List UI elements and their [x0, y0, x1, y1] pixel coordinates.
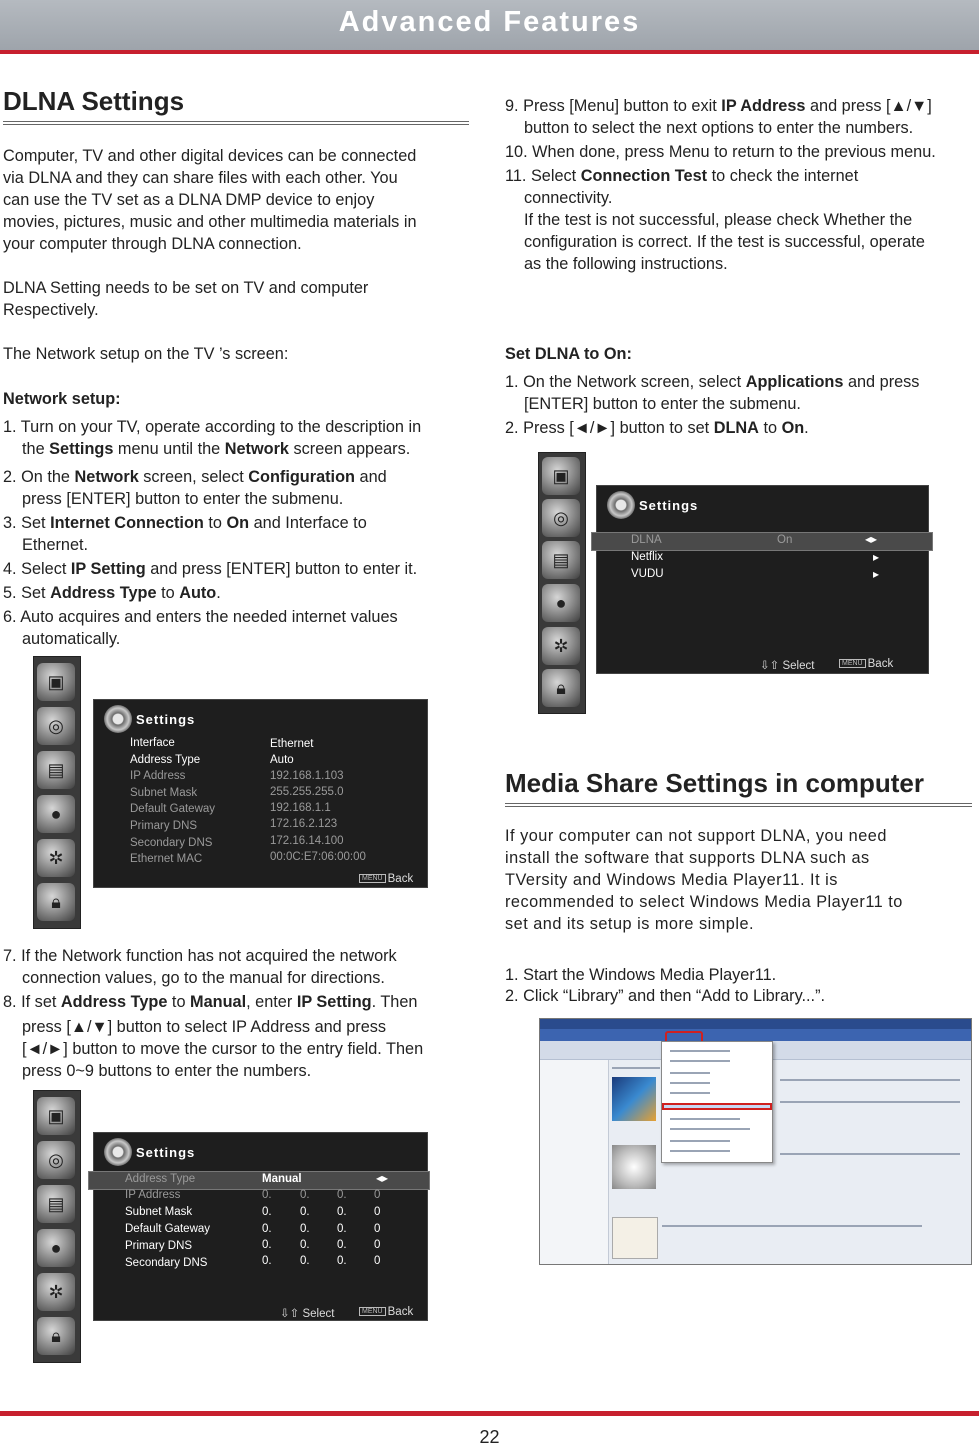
octet[interactable]: 0.	[262, 1223, 272, 1235]
select-hint	[280, 1306, 334, 1320]
text: and press [ENTER] button to enter it.	[145, 560, 418, 578]
heading-rule	[505, 803, 972, 807]
back-hint	[359, 1306, 413, 1318]
text-bold: On	[781, 419, 805, 437]
text: 8. If set	[3, 993, 61, 1011]
panel-title: Settings	[136, 1145, 196, 1160]
octet[interactable]: 0.	[337, 1255, 347, 1267]
back-label: Back	[387, 873, 414, 885]
dlna-value[interactable]: On	[777, 534, 793, 546]
tv-side-menu	[538, 452, 586, 714]
text-bold: Settings	[49, 440, 114, 458]
text-bold: Address Type	[50, 584, 157, 602]
step-1	[3, 416, 473, 460]
media-line: If your computer can not support DLNA, you need	[505, 827, 887, 845]
heading-rule	[3, 121, 469, 125]
text: to	[758, 419, 782, 437]
step-text: 6. Auto acquires and enters the needed internet values	[3, 608, 398, 626]
octet[interactable]: 0.	[300, 1239, 310, 1251]
network-icon: ●	[542, 584, 580, 622]
intro-line: Computer, TV and other digital devices can be connected	[3, 147, 417, 165]
step-text: 1. Turn on your TV, operate according to the description in	[3, 418, 422, 436]
text-bold: Internet Connection	[50, 514, 204, 532]
octet[interactable]: 0.	[262, 1206, 272, 1218]
menu-label: IP Address	[130, 770, 186, 782]
step-8	[3, 991, 478, 1082]
step-text: If the test is not successful, please check Whether the	[524, 211, 913, 229]
menu-value: 192.168.1.103	[270, 770, 344, 782]
octet[interactable]: 0.	[262, 1239, 272, 1251]
media-line: recommended to select Windows Media Player11 to	[505, 893, 903, 911]
step-text: press [ENTER] button to enter the submenu.	[22, 490, 344, 508]
menu-line	[670, 1050, 730, 1052]
page-header	[0, 0, 979, 54]
step-10: 10. When done, press Menu to return to the previous menu.	[505, 143, 936, 161]
settings-panel-applications	[596, 485, 929, 674]
step-text: press 0~9 buttons to enter the numbers.	[22, 1062, 312, 1080]
needs-line: DLNA Setting needs to be set on TV and computer	[3, 279, 369, 297]
wmp-library-tree	[540, 1060, 609, 1264]
menu-label: Address Type	[130, 754, 201, 766]
step-6	[3, 606, 473, 650]
text: 9. Press [Menu] button to exit	[505, 97, 722, 115]
list-line	[780, 1153, 960, 1155]
text-bold: IP Setting	[296, 993, 372, 1011]
tv-side-menu	[33, 1090, 81, 1363]
step-text: Ethernet.	[22, 536, 89, 554]
intro-line: via DLNA and they can share files with each other. You	[3, 169, 398, 187]
menu-label: IP Address	[125, 1189, 181, 1201]
chevron-right-icon: ▸	[873, 550, 880, 564]
menu-label: Secondary DNS	[125, 1257, 208, 1269]
menu-label: Interface	[130, 737, 175, 749]
menu-label: Primary DNS	[130, 820, 198, 832]
network-setup-heading: Network setup:	[3, 390, 121, 408]
menu-label: Default Gateway	[125, 1223, 211, 1235]
menu-line	[670, 1118, 740, 1120]
octet[interactable]: 0.	[300, 1223, 310, 1235]
octet[interactable]: 0.	[300, 1255, 310, 1267]
text: to	[156, 584, 180, 602]
up-down-icon: ⇩⇧	[760, 660, 783, 672]
settings-gear-icon: ✲	[542, 627, 580, 665]
text-bold: Manual	[190, 993, 247, 1011]
address-type-value: Manual	[262, 1173, 302, 1185]
dlna-settings-heading: DLNA Settings	[3, 86, 185, 116]
menu-key-icon: MENU	[359, 874, 386, 883]
step-text: connectivity.	[524, 189, 613, 207]
text: 3. Set	[3, 514, 51, 532]
octet[interactable]: 0.	[300, 1189, 310, 1201]
text: and press [▲/▼]	[805, 97, 932, 115]
menu-value: Auto	[270, 754, 294, 766]
page-number: 22	[479, 1427, 500, 1447]
album-thumbnail	[612, 1077, 656, 1121]
up-down-icon: ⇩⇧	[280, 1308, 303, 1320]
text: . Then	[371, 993, 418, 1011]
menu-line	[670, 1140, 730, 1142]
text: and	[354, 468, 387, 486]
channel-icon: ▤	[37, 751, 75, 789]
header-title: Advanced Features	[338, 6, 641, 38]
left-right-arrow-icon[interactable]: ◂▸	[865, 532, 878, 546]
octet[interactable]: 0.	[262, 1255, 272, 1267]
text-bold: IP Address	[721, 97, 806, 115]
settings-gear-icon	[104, 1138, 132, 1166]
needs-paragraph	[3, 277, 473, 321]
step-text: press [▲/▼] button to select IP Address and press	[22, 1018, 387, 1036]
album-thumbnail	[612, 1217, 658, 1259]
left-right-arrow-icon[interactable]: ◂▸	[376, 1171, 389, 1185]
text: menu until the	[113, 440, 225, 458]
text-bold: Address Type	[60, 993, 168, 1011]
text: .	[804, 419, 809, 437]
text-bold: Configuration	[248, 468, 355, 486]
channel-icon: ▤	[542, 541, 580, 579]
list-line	[780, 1079, 960, 1081]
menu-label: Subnet Mask	[130, 787, 198, 799]
menu-value: Ethernet	[270, 738, 314, 750]
step-4	[3, 558, 473, 580]
text: and press	[843, 373, 920, 391]
octet[interactable]: 0	[374, 1255, 381, 1267]
settings-gear-icon	[607, 491, 635, 519]
text: to	[167, 993, 191, 1011]
media-share-heading: Media Share Settings in computer	[505, 768, 924, 798]
octet[interactable]: 0.	[300, 1206, 310, 1218]
menu-value: 172.16.2.123	[270, 818, 338, 830]
step-text: connection values, go to the manual for directions.	[22, 969, 385, 987]
text: 2. Press [◄/►] button to set	[505, 419, 714, 437]
dlna-step-2	[505, 417, 979, 439]
step-text: automatically.	[22, 630, 121, 648]
netflix-item[interactable]: Netflix	[631, 551, 663, 563]
step-text: 7. If the Network function has not acquired the network	[3, 947, 397, 965]
text: .	[216, 584, 221, 602]
wmp-tab-bar	[540, 1029, 971, 1041]
panel-title: Settings	[136, 712, 196, 727]
step-text: as the following instructions.	[524, 255, 728, 273]
media-line: set and its setup is more simple.	[505, 915, 755, 933]
step-text: [ENTER] button to enter the submenu.	[524, 395, 801, 413]
step-2	[3, 466, 473, 510]
step-text	[505, 95, 979, 117]
step-5	[3, 582, 473, 604]
wmp-screenshot	[539, 1018, 972, 1265]
media-paragraph	[505, 825, 979, 935]
octet[interactable]: 0	[374, 1239, 381, 1251]
album-thumbnail	[612, 1145, 656, 1189]
list-line	[662, 1225, 922, 1227]
needs-line: Respectively.	[3, 301, 99, 319]
sound-icon: ◎	[37, 707, 75, 745]
step-text	[3, 466, 473, 488]
panel-title: Settings	[639, 498, 699, 513]
menu-line	[670, 1060, 730, 1062]
text: and Interface to	[249, 514, 367, 532]
text: the	[22, 440, 50, 458]
step-text: configuration is correct. If the test is successful, operate	[524, 233, 925, 251]
intro-paragraph	[3, 145, 473, 255]
text: , enter	[246, 993, 297, 1011]
text: to	[203, 514, 227, 532]
octet[interactable]: 0.	[337, 1206, 347, 1218]
menu-value: 00:0C:E7:06:00:00	[270, 851, 366, 863]
select-label: Select	[302, 1308, 335, 1320]
select-label: Select	[782, 660, 815, 672]
back-label: Back	[867, 658, 894, 670]
text-bold: Connection Test	[580, 167, 708, 185]
channel-icon: ▤	[37, 1185, 75, 1223]
octet[interactable]: 0.	[262, 1189, 272, 1201]
intro-line: your computer through DLNA connection.	[3, 235, 302, 253]
media-step-2: 2. Click “Library” and then “Add to Library...”.	[505, 987, 826, 1005]
picture-icon: ▣	[37, 1097, 75, 1135]
menu-key-icon: MENU	[839, 659, 866, 668]
text: 2. On the	[3, 468, 75, 486]
text-bold: Applications	[745, 373, 844, 391]
vudu-item[interactable]: VUDU	[631, 568, 664, 580]
media-step-1: 1. Start the Windows Media Player11.	[505, 966, 777, 984]
step-7	[3, 945, 473, 989]
menu-label: Primary DNS	[125, 1240, 193, 1252]
back-hint	[359, 873, 413, 885]
wmp-title-bar	[540, 1019, 971, 1029]
step-3	[3, 512, 473, 556]
menu-value: 172.16.14.100	[270, 835, 344, 847]
library-context-menu[interactable]	[661, 1041, 773, 1163]
network-icon: ●	[37, 795, 75, 833]
text: 4. Select	[3, 560, 71, 578]
text: screen, select	[138, 468, 249, 486]
menu-key-icon: MENU	[359, 1307, 386, 1316]
picture-icon: ▣	[37, 663, 75, 701]
select-hint	[760, 658, 814, 672]
step-text: [◄/►] button to move the cursor to the entry field. Then	[22, 1040, 424, 1058]
step-text: button to select the next options to enter the numbers.	[524, 119, 914, 137]
lock-icon: 🔒︎	[37, 883, 75, 921]
menu-line	[670, 1092, 710, 1094]
settings-gear-icon: ✲	[37, 1273, 75, 1311]
back-hint	[839, 658, 893, 670]
settings-gear-icon	[104, 705, 132, 733]
settings-panel-auto	[93, 699, 428, 888]
text: 5. Set	[3, 584, 51, 602]
step-text	[505, 165, 979, 187]
media-line: install the software that supports DLNA such as	[505, 849, 870, 867]
dlna-label[interactable]: DLNA	[631, 534, 662, 546]
menu-value: 192.168.1.1	[270, 802, 331, 814]
menu-label: Address Type	[125, 1173, 196, 1185]
media-line: TVersity and Windows Media Player11. It is	[505, 871, 838, 889]
step-text	[505, 371, 979, 393]
menu-line	[670, 1150, 730, 1152]
list-line	[612, 1067, 660, 1069]
sound-icon: ◎	[37, 1141, 75, 1179]
picture-icon: ▣	[542, 457, 580, 495]
text: to check the internet	[707, 167, 859, 185]
step-11	[505, 165, 979, 275]
text-bold: DLNA	[713, 419, 759, 437]
step-text	[3, 512, 473, 534]
menu-line	[670, 1072, 710, 1074]
octet[interactable]: 0	[374, 1189, 381, 1201]
octet[interactable]: 0	[374, 1223, 381, 1235]
step-text	[3, 991, 478, 1013]
menu-label: Subnet Mask	[125, 1206, 193, 1218]
add-to-library-item[interactable]	[662, 1103, 772, 1110]
sound-icon: ◎	[542, 499, 580, 537]
intro-line: can use the TV set as a DLNA DMP device to enjoy	[3, 191, 375, 209]
octet[interactable]: 0.	[337, 1223, 347, 1235]
footer-rule	[0, 1411, 979, 1416]
step-text	[3, 438, 473, 460]
text: 11. Select	[505, 167, 581, 185]
octet[interactable]: 0.	[337, 1239, 347, 1251]
text-bold: Network	[224, 440, 289, 458]
network-screen-text: The Network setup on the TV ’s screen:	[3, 345, 289, 363]
octet[interactable]: 0.	[337, 1189, 347, 1201]
menu-label: Default Gateway	[130, 803, 216, 815]
back-label: Back	[387, 1306, 414, 1318]
text: 1. On the Network screen, select	[505, 373, 746, 391]
text-bold: On	[226, 514, 250, 532]
menu-value: 255.255.255.0	[270, 786, 344, 798]
menu-line	[670, 1128, 750, 1130]
list-line	[780, 1101, 960, 1103]
text-bold: Network	[74, 468, 139, 486]
settings-gear-icon: ✲	[37, 839, 75, 877]
lock-icon: 🔒︎	[37, 1317, 75, 1355]
set-dlna-heading: Set DLNA to On:	[505, 345, 632, 363]
settings-panel-manual	[93, 1132, 428, 1321]
octet[interactable]: 0	[374, 1206, 381, 1218]
text: screen appears.	[288, 440, 411, 458]
menu-label: Secondary DNS	[130, 837, 213, 849]
chevron-right-icon: ▸	[873, 567, 880, 581]
menu-label: Ethernet MAC	[130, 853, 203, 865]
network-icon: ●	[37, 1229, 75, 1267]
text-bold: IP Setting	[70, 560, 146, 578]
lock-icon: 🔒︎	[542, 669, 580, 707]
menu-line	[670, 1082, 710, 1084]
intro-line: movies, pictures, music and other multimedia materials in	[3, 213, 417, 231]
tv-side-menu	[33, 656, 81, 929]
text-bold: Auto	[179, 584, 217, 602]
dlna-step-1	[505, 371, 979, 415]
step-9	[505, 95, 979, 139]
